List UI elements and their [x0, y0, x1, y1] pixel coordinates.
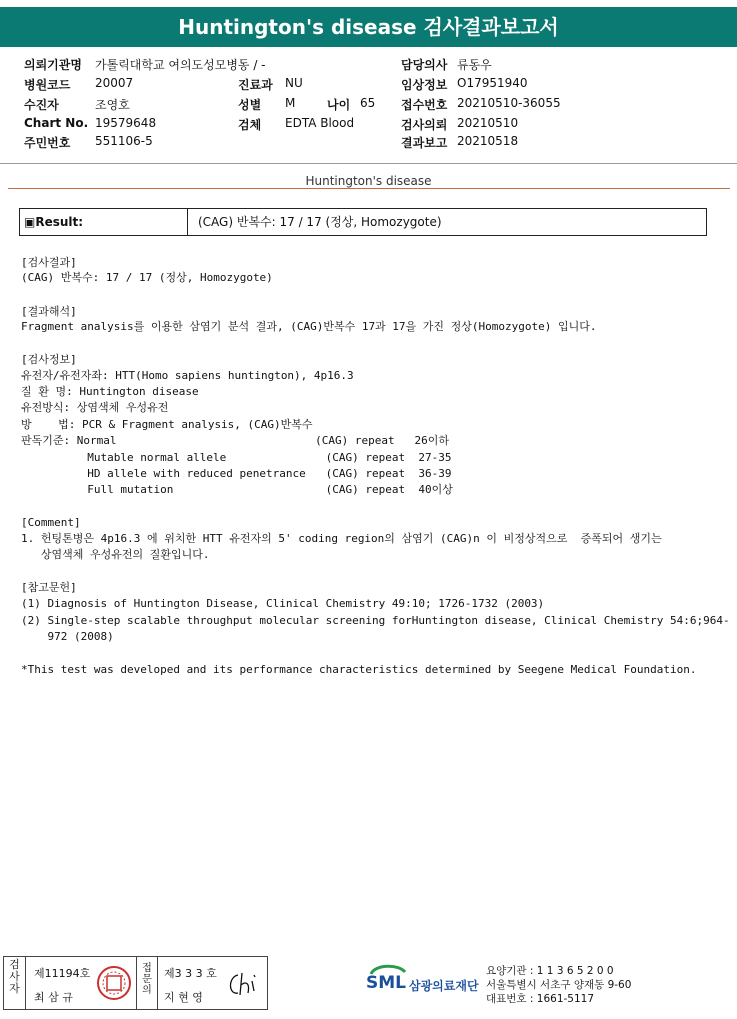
foundation-name: 삼광의료재단: [409, 979, 479, 993]
doctor-value: 류동우: [457, 58, 492, 72]
hospital-value: 가톨릭대학교 여의도성모병동 / -: [95, 58, 266, 72]
tester-name: 최 삼 규: [34, 991, 73, 1004]
department-label: 진료과: [238, 78, 273, 92]
body-line: Fragment analysis를 이용한 삼염기 분석 결과, (CAG)반복수 17과 17을 가진 정상(Homozygote) 입니다.: [21, 320, 597, 333]
seal-stamp-icon: [96, 965, 132, 1001]
subtitle-rule: [8, 188, 730, 189]
resident-no-label: 주민번호: [24, 136, 71, 150]
department-value: NU: [285, 76, 303, 90]
patient-label: 수진자: [24, 98, 59, 112]
report-title: Huntington's disease 검사결과보고서: [0, 7, 737, 47]
body-line: 상염색체 우성유전의 질환입니다.: [21, 548, 210, 561]
hospital-label: 의뢰기관명: [24, 58, 82, 72]
body-line: [Comment]: [21, 516, 81, 529]
age-value: 65: [360, 96, 376, 110]
agency-number: 요양기관 : 1 1 3 6 5 2 0 0: [486, 965, 614, 977]
body-line: [결과해석]: [21, 305, 77, 318]
signature-box: [3, 956, 268, 1010]
specimen-label: 검체: [238, 118, 262, 132]
body-line: [검사정보]: [21, 353, 77, 366]
result-label: ▣Result:: [20, 209, 188, 235]
body-line: 972 (2008): [21, 630, 114, 643]
body-line: (1) Diagnosis of Huntington Disease, Clinical Chemistry 49:10; 1726-1732 (2003): [21, 597, 545, 610]
body-line: Mutable normal allele (CAG) repeat 27-35: [21, 451, 452, 464]
confirm-name: 지 현 영: [164, 991, 203, 1004]
body-line: [참고문헌]: [21, 581, 77, 594]
body-line: [검사결과]: [21, 256, 77, 269]
body-line: 1. 헌팅톤병은 4p16.3 에 위치한 HTT 유전자의 5' coding region의 삼염기 (CAG)n 이 비정상적으로 증폭되어 생기는: [21, 532, 662, 545]
chart-no-label: Chart No.: [24, 116, 89, 130]
clinical-info-value: O17951940: [457, 76, 528, 90]
result-box: [19, 208, 707, 236]
report-date-value: 20210518: [457, 134, 519, 148]
sex-value: M: [285, 96, 296, 110]
hospital-code-label: 병원코드: [24, 78, 71, 92]
body-line: Full mutation (CAG) repeat 40이상: [21, 483, 453, 496]
foundation-address: 서울특별시 서초구 양재동 9-60: [486, 979, 632, 991]
header-divider: [0, 163, 737, 164]
sml-logo-text: SML: [366, 973, 406, 993]
sex-label: 성별: [238, 98, 262, 112]
request-date-label: 검사의뢰: [401, 118, 448, 132]
body-line: 판독기준: Normal (CAG) repeat 26이하: [21, 434, 449, 447]
chart-no-value: 19579648: [95, 116, 157, 130]
tester-title: 검사자: [4, 957, 26, 1009]
body-line: HD allele with reduced penetrance (CAG) repeat 36-39: [21, 467, 452, 480]
resident-no-value: 551106-5: [95, 134, 153, 148]
clinical-info-label: 임상정보: [401, 78, 448, 92]
receipt-no-label: 접수번호: [401, 98, 448, 112]
confirm-no: 제3 3 3 호: [164, 967, 217, 980]
tester-no: 제11194호: [34, 967, 91, 980]
confirm-title: 접 문 의: [136, 957, 158, 1009]
age-label: 나이: [327, 98, 351, 112]
hospital-code-value: 20007: [95, 76, 134, 90]
section-subtitle: Huntington's disease: [305, 174, 432, 188]
signature-icon: [224, 967, 264, 1001]
report-date-label: 결과보고: [401, 136, 448, 150]
patient-value: 조영호: [95, 98, 130, 112]
specimen-value: EDTA Blood: [285, 116, 355, 130]
body-line: (CAG) 반복수: 17 / 17 (정상, Homozygote): [21, 271, 273, 284]
body-line: *This test was developed and its performance characteristics determined by Seegene Medical Foundation.: [21, 663, 697, 676]
body-line: 방 법: PCR & Fragment analysis, (CAG)반복수: [21, 418, 313, 431]
body-line: 유전방식: 상염색체 우성유전: [21, 401, 169, 414]
body-line: (2) Single-step scalable throughput molecular screening forHuntington disease, Clinical Chemistry 54:6;964-: [21, 614, 730, 627]
doctor-label: 담당의사: [401, 58, 448, 72]
receipt-no-value: 20210510-36055: [457, 96, 561, 110]
result-value: (CAG) 반복수: 17 / 17 (정상, Homozygote): [198, 215, 442, 229]
body-line: 질 환 명: Huntington disease: [21, 385, 199, 398]
request-date-value: 20210510: [457, 116, 519, 130]
foundation-phone: 대표번호 : 1661-5117: [486, 993, 595, 1005]
body-line: 유전자/유전자좌: HTT(Homo sapiens huntington), 4p16.3: [21, 369, 354, 382]
